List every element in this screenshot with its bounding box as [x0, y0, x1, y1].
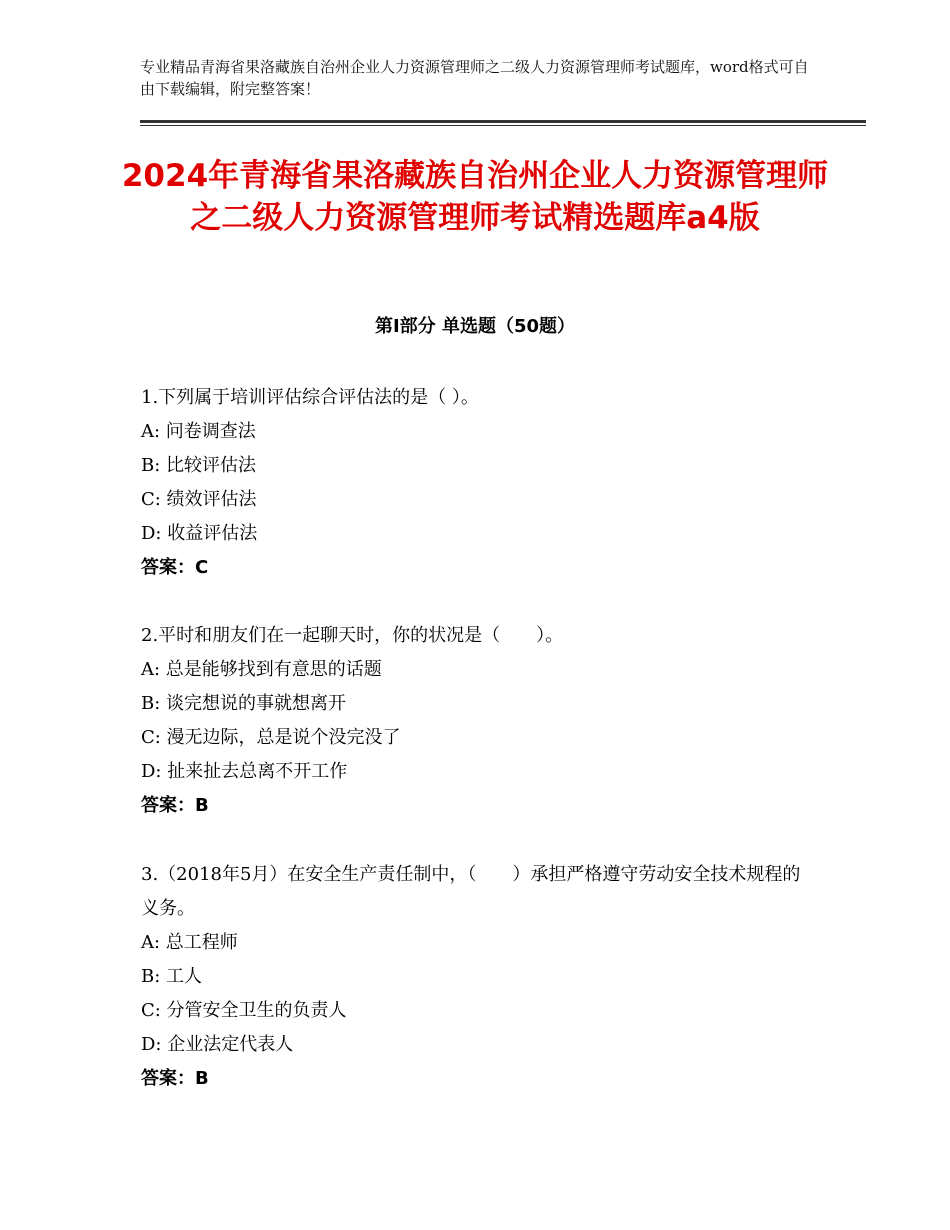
option-c: C: 分管安全卫生的负责人	[141, 1000, 347, 1021]
section-heading: 第Ⅰ部分 单选题（50题）	[374, 316, 575, 337]
answer-label: 答案：C	[141, 557, 209, 578]
option-b: B: 工人	[141, 966, 203, 987]
answer-label: 答案：B	[141, 795, 209, 816]
option-a: A: 总是能够找到有意思的话题	[141, 659, 382, 680]
option-a: A: 总工程师	[141, 932, 238, 953]
option-c: C: 绩效评估法	[141, 489, 257, 510]
question-1	[141, 381, 821, 585]
question-stem: 3.（2018年5月）在安全生产责任制中，（ ）承担严格遵守劳动安全技术规程的义务。	[141, 864, 801, 919]
option-d: D: 收益评估法	[141, 523, 258, 544]
option-d: D: 扯来扯去总离不开工作	[141, 761, 348, 782]
question-stem: 2.平时和朋友们在一起聊天时，你的状况是（ ）。	[141, 625, 564, 646]
option-b: B: 谈完想说的事就想离开	[141, 693, 347, 714]
question-3	[141, 858, 801, 1096]
header-rule-thick	[140, 120, 866, 123]
answer-label: 答案：B	[141, 1068, 209, 1089]
document-title: 2024年青海省果洛藏族自治州企业人力资源管理师之二级人力资源管理师考试精选题库a4版	[121, 158, 829, 236]
question-stem: 1.下列属于培训评估综合评估法的是（ ）。	[141, 387, 479, 408]
header-note: 专业精品青海省果洛藏族自治州企业人力资源管理师之二级人力资源管理师考试题库，word格式可自由下载编辑，附完整答案！	[140, 58, 809, 98]
question-2	[141, 619, 821, 823]
option-c: C: 漫无边际，总是说个没完没了	[141, 727, 401, 748]
option-b: B: 比较评估法	[141, 455, 257, 476]
option-d: D: 企业法定代表人	[141, 1034, 294, 1055]
header-rule-thin	[140, 125, 866, 126]
option-a: A: 问卷调查法	[141, 421, 256, 442]
